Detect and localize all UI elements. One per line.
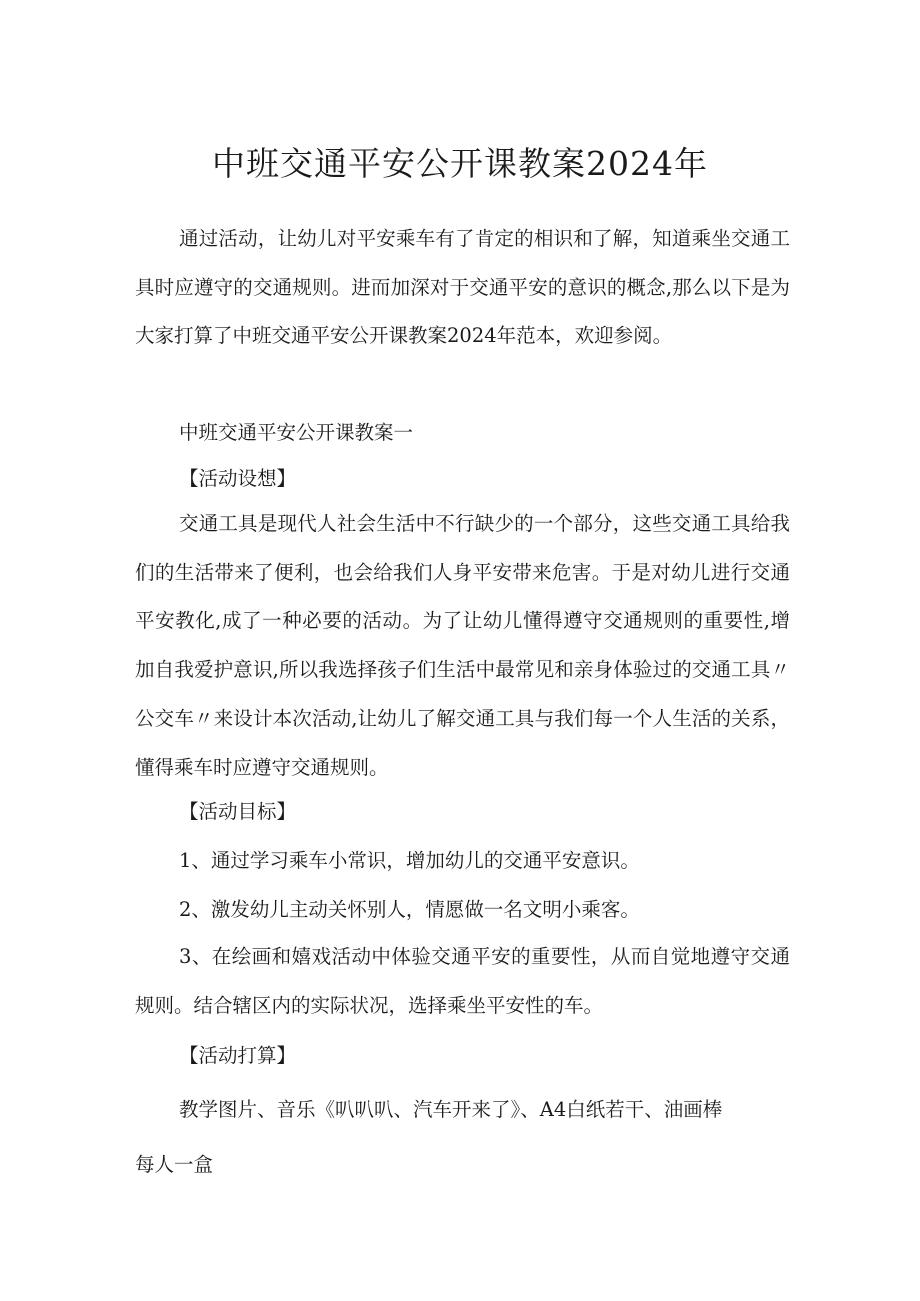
section-title: 中班交通平安公开课教案一 — [179, 421, 414, 444]
activity-idea-paragraph: 交通工具是现代人社会生活中不行缺少的一个部分，这些交通工具给我们的生活带来了便利，也会给我们人身平安带来危害。于是对幼儿进行交通平安教化,成了一种必要的活动。为了让幼儿懂得遵守交通规则的重要性,增加自我爱护意识,所以我选择孩子们生活中最常见和亲身体验过的交通工具〃公交车〃来设计本次活动,让幼儿了解交通工具与我们每一个人生活的关系，懂得乘车时应遵守交通规则。 — [135, 512, 790, 779]
goal-item-1: 1、通过学习乘车小常识，增加幼儿的交通平安意识。 — [179, 849, 640, 872]
document-title: 中班交通平安公开课教案2024年 — [212, 144, 708, 183]
prep-text-line-1: 教学图片、音乐《叭叭叭、汽车开来了》、A4白纸若干、油画棒 — [179, 1098, 723, 1121]
goal-item-2: 2、激发幼儿主动关怀别人，情愿做一名文明小乘客。 — [179, 898, 640, 921]
intro-paragraph: 通过活动，让幼儿对平安乘车有了肯定的相识和了解，知道乘坐交通工具时应遵守的交通规则。进而加深对于交通平安的意识的概念,那么以下是为大家打算了中班交通平安公开课教案2024年范本，欢迎参阅。 — [135, 227, 790, 348]
goal-item-3: 3、在绘画和嬉戏活动中体验交通平安的重要性，从而自觉地遵守交通规则。结合辖区内的实际状况，选择乘坐平安性的车。 — [135, 945, 790, 1017]
heading-activity-prep: 【活动打算】 — [179, 1044, 297, 1067]
prep-text-line-2: 每人一盒 — [135, 1153, 214, 1176]
heading-activity-idea: 【活动设想】 — [179, 467, 297, 490]
heading-activity-goals: 【活动目标】 — [179, 800, 297, 823]
